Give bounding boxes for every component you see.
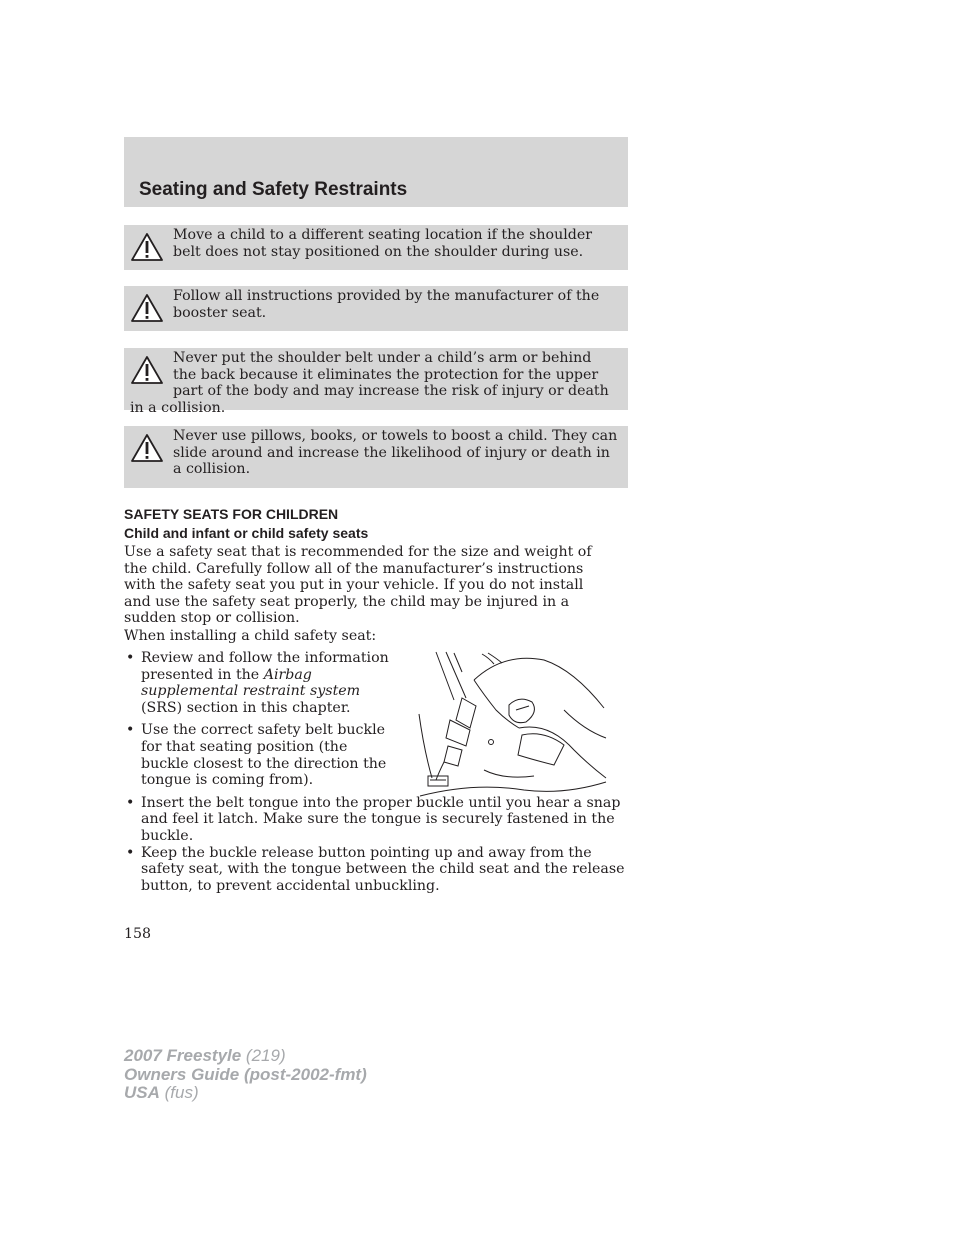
- list-item: • Insert the belt tongue into the proper buckle until you hear a snap and feel it latch. Make sure the tongue is securely fastened in the buckle.: [124, 795, 634, 845]
- warning-text-1: Move a child to a different seating location if the shoulder belt does not stay positioned on the shoulder during use.: [173, 227, 593, 260]
- warning-triangle-icon: [130, 293, 164, 323]
- section-heading: SAFETY SEATS FOR CHILDREN: [124, 506, 339, 522]
- warning-text-3: Never put the shoulder belt under a child’s arm or behind the back because it eliminates the protection for the upper part of the body and may increase the risk of injury or death in a collision.: [130, 350, 609, 416]
- list-item: • Review and follow the information presented in the Airbag supplemental restraint system (SRS) section in this chapter.: [124, 650, 389, 716]
- warning-box-4: [124, 426, 628, 488]
- seat-belt-buckle-illustration: [414, 650, 610, 802]
- header-band: [124, 137, 628, 207]
- list-item: • Keep the buckle release button pointing up and away from the safety seat, with the tongue between the child seat and the release button, to prevent accidental unbuckling.: [124, 845, 634, 895]
- warning-triangle-icon: [130, 433, 164, 463]
- section-subheading: Child and infant or child safety seats: [124, 525, 369, 541]
- warning-box-3: [124, 348, 628, 416]
- warning-triangle-icon: [130, 355, 164, 385]
- warning-text-4: Never use pillows, books, or towels to boost a child. They can slide around and increase the likelihood of injury or death in a collision.: [173, 428, 618, 478]
- warning-box-2: [124, 286, 628, 331]
- warning-box-1: [124, 225, 628, 270]
- warning-triangle-icon: [130, 232, 164, 262]
- footer-doc-info: 2007 Freestyle (219) Owners Guide (post-2002-fmt) USA (fus): [124, 1046, 367, 1102]
- install-intro: When installing a child safety seat:: [124, 628, 377, 644]
- page-title: Seating and Safety Restraints: [139, 179, 408, 200]
- body-paragraph: Use a safety seat that is recommended for the size and weight of the child. Carefully follow all of the manufacturer’s instructions with the safety seat you put in your vehicle. If you do not install and use the safety seat properly, the child may be injured in a sudden stop or collision.: [124, 544, 592, 627]
- page-number: 158: [124, 926, 152, 942]
- warning-text-2: Follow all instructions provided by the manufacturer of the booster seat.: [173, 288, 600, 321]
- list-item: • Use the correct safety belt buckle for that seating position (the buckle closest to the direction the tongue is coming from).: [124, 722, 389, 788]
